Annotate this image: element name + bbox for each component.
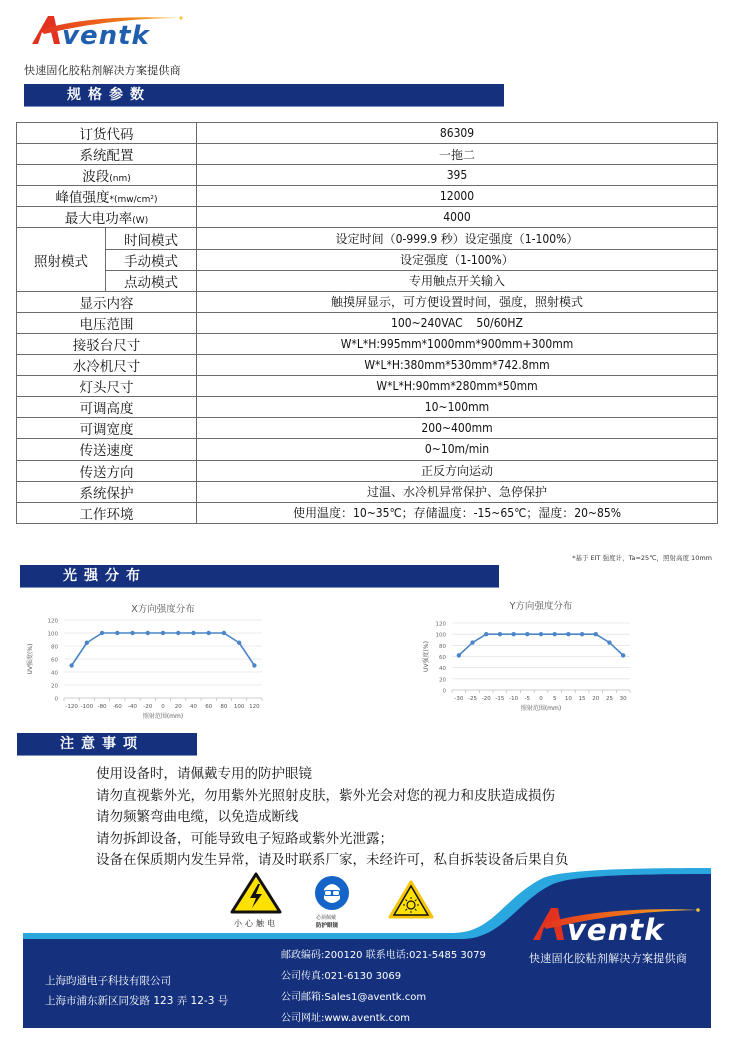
spec-key: [17, 333, 197, 354]
spec-key-label: 显示内容: [79, 295, 134, 312]
contact-fax: 公司传真:021-6130 3069: [281, 971, 402, 982]
svg-text:0: 0: [161, 704, 165, 710]
data-point: [69, 663, 73, 667]
spec-value: 10~100mm: [197, 397, 718, 418]
data-point: [621, 653, 625, 657]
spec-key: [17, 123, 197, 144]
uv-radiation-warning-icon: [388, 880, 434, 924]
spec-key-label: 传送速度: [79, 443, 134, 460]
spec-row: [17, 397, 718, 418]
spec-row: [17, 481, 718, 502]
data-point: [594, 632, 598, 636]
data-point: [470, 640, 474, 644]
data-point: [484, 632, 488, 636]
spec-value: 正反方向运动: [197, 460, 718, 481]
spec-key-label: 系统配置: [79, 148, 134, 165]
svg-text:60: 60: [51, 657, 58, 664]
spec-row: [17, 165, 718, 186]
data-point: [237, 641, 241, 645]
spec-row: [17, 270, 718, 291]
svg-text:60: 60: [439, 655, 446, 661]
spec-key-label: 接驳台尺寸: [72, 337, 141, 354]
data-point: [146, 631, 150, 635]
svg-text:-40: -40: [128, 704, 138, 710]
svg-text:-10: -10: [509, 696, 519, 702]
spec-value: W*L*H:380mm*530mm*742.8mm: [197, 355, 718, 376]
spec-key-label: 灯头尺寸: [79, 380, 134, 397]
spec-row: [17, 418, 718, 439]
svg-text:100: 100: [435, 632, 446, 639]
svg-text:-20: -20: [481, 696, 491, 702]
safety-signs: [230, 870, 450, 930]
electric-shock-warning-icon: [230, 872, 282, 920]
spec-key: [17, 376, 197, 397]
data-point: [457, 653, 461, 657]
spec-key: [17, 312, 197, 333]
sign-label-top: 必须佩戴: [316, 915, 337, 921]
svg-text:15: 15: [578, 696, 586, 702]
section-title: 规格参数: [67, 87, 151, 103]
svg-text:0: 0: [442, 688, 446, 695]
section-title: 光强分布: [63, 568, 147, 584]
contact-email[interactable]: 公司邮箱:Sales1@aventk.com: [281, 992, 427, 1003]
spec-key: [17, 397, 197, 418]
y-axis-label: UV强度(%): [27, 643, 34, 675]
spec-value: 专用触点开关输入: [197, 270, 718, 291]
spec-value: 使用温度：10~35℃；存储温度：-15~65℃；湿度：20~85%: [197, 502, 718, 523]
data-point: [566, 632, 570, 636]
note-item: 请勿直视紫外光，勿用紫外光照射皮肤，紫外光会对您的视力和皮肤造成损伤: [96, 787, 555, 804]
svg-text:60: 60: [205, 704, 213, 710]
spec-key: [17, 144, 197, 165]
spec-key-label: 工作环境: [79, 506, 134, 523]
eye-protection-required-icon: [314, 875, 350, 915]
spec-row: [17, 460, 718, 481]
spec-key: [17, 355, 197, 376]
spec-key-label: 传送方向: [79, 464, 134, 481]
footer-aventk-logo: [531, 904, 709, 942]
svg-text:40: 40: [51, 670, 58, 677]
company-address: 上海市浦东新区同发路 123 弄 12-3 号: [45, 995, 229, 1007]
spec-value: 触摸屏显示，可方便设置时间，强度，照射模式: [197, 291, 718, 312]
spec-value: 200~400mm: [197, 418, 718, 439]
svg-text:5: 5: [552, 696, 557, 702]
svg-text:100: 100: [233, 704, 245, 710]
spec-value: 设定强度（1-100%）: [197, 249, 718, 270]
spec-key: [17, 165, 197, 186]
spec-row: [17, 207, 718, 228]
svg-text:30: 30: [619, 696, 627, 702]
svg-text:-30: -30: [454, 696, 464, 702]
svg-text:20: 20: [592, 696, 600, 702]
svg-text:ventk: ventk: [62, 21, 150, 46]
data-point: [511, 632, 515, 636]
data-point: [607, 640, 611, 644]
spec-value: W*L*H:995mm*1000mm*900mm+300mm: [197, 333, 718, 354]
notes-list: [96, 764, 569, 872]
data-point: [525, 632, 529, 636]
svg-text:80: 80: [51, 644, 58, 651]
chart-title: X方向强度分布: [131, 604, 195, 615]
svg-text:-5: -5: [524, 696, 531, 702]
svg-text:10: 10: [564, 696, 572, 702]
spec-row: [17, 186, 718, 207]
y-intensity-chart: [418, 593, 648, 721]
section-header-notes: [17, 733, 197, 756]
spec-row: [17, 376, 718, 397]
svg-text:ventk: ventk: [567, 913, 665, 942]
spec-key: [17, 207, 197, 228]
spec-key-label: 电压范围: [79, 316, 134, 333]
spec-key-unit: (nm): [109, 174, 131, 185]
contact-website[interactable]: 公司网址:www.aventk.com: [281, 1013, 410, 1024]
data-point: [252, 663, 256, 667]
spec-row: [17, 312, 718, 333]
svg-text:0: 0: [54, 696, 58, 703]
svg-text:40: 40: [189, 704, 197, 710]
spec-key-label: 订货代码: [79, 127, 134, 144]
svg-text:20: 20: [51, 683, 58, 690]
data-point: [130, 631, 134, 635]
spec-key-label: 最大电功率: [64, 211, 133, 228]
spec-value: W*L*H:90mm*280mm*50mm: [197, 376, 718, 397]
spec-key-label: 可调高度: [79, 401, 134, 418]
spec-key-label: 系统保护: [79, 485, 134, 502]
note-item: 使用设备时，请佩戴专用的防护眼镜: [96, 766, 312, 782]
spec-key: [17, 186, 197, 207]
svg-text:25: 25: [605, 696, 613, 702]
spec-value: 395: [197, 165, 718, 186]
spec-key: [17, 502, 197, 523]
spec-row: [17, 439, 718, 460]
chart-title: Y方向强度分布: [509, 601, 573, 612]
section-title: 注意事项: [60, 736, 144, 752]
data-point: [115, 631, 119, 635]
spec-key-unit: *(mw/cm²): [109, 195, 158, 206]
spec-table: [16, 122, 718, 524]
data-point: [85, 641, 89, 645]
section-header-specs: [24, 84, 504, 107]
spec-value: 4000: [197, 207, 718, 228]
spec-key: [17, 291, 197, 312]
svg-text:-25: -25: [468, 696, 478, 702]
data-point: [580, 632, 584, 636]
spec-key: [17, 460, 197, 481]
sign-label-bottom: 防护眼镜: [316, 923, 339, 929]
contact-postal-phone: 邮政编码:200120 联系电话:021-5485 3079: [281, 950, 486, 961]
x-axis-label: 照射范围(mm): [520, 705, 562, 712]
company-name: 上海昀通电子科技有限公司: [45, 975, 171, 987]
sign-label: 小心触电: [234, 919, 278, 928]
spec-row: [17, 123, 718, 144]
svg-text:-20: -20: [143, 704, 153, 710]
y-axis-label: UV强度(%): [423, 641, 430, 672]
spec-row: [17, 355, 718, 376]
spec-key-label: 可调宽度: [79, 422, 134, 439]
svg-text:-60: -60: [112, 704, 122, 710]
svg-text:120: 120: [249, 704, 260, 710]
spec-row: [17, 228, 718, 249]
spec-key: [17, 481, 197, 502]
note-item: 请勿拆卸设备，可能导致电子短路或紫外光泄露；: [96, 830, 393, 847]
spec-key-label: 峰值强度: [55, 190, 110, 207]
svg-text:-120: -120: [65, 704, 78, 710]
spec-value: 86309: [197, 123, 718, 144]
brand-tagline: 快速固化胶粘剂解决方案提供商: [24, 64, 181, 77]
spec-subkey: 时间模式: [106, 228, 197, 249]
spec-subkey: 手动模式: [106, 249, 197, 270]
data-point: [222, 631, 226, 635]
data-point: [539, 632, 543, 636]
spec-row: [17, 333, 718, 354]
spec-row: [17, 249, 718, 270]
section-header-light-distribution: [20, 565, 499, 588]
spec-value: 12000: [197, 186, 718, 207]
svg-text:20: 20: [439, 677, 446, 684]
spec-subkey: 点动模式: [106, 270, 197, 291]
spec-key: [17, 439, 197, 460]
x-axis-label: 照射范围(mm): [142, 713, 184, 720]
spec-key: [17, 418, 197, 439]
svg-text:20: 20: [174, 704, 182, 710]
data-point: [498, 632, 502, 636]
spec-value: 100~240VAC 50/60HZ: [197, 312, 718, 333]
data-point: [206, 631, 210, 635]
svg-text:120: 120: [435, 621, 446, 628]
spec-value: 0~10m/min: [197, 439, 718, 460]
data-point: [552, 632, 556, 636]
svg-text:80: 80: [220, 704, 228, 710]
data-point: [100, 631, 104, 635]
note-item: 请勿频繁弯曲电缆，以免造成断线: [96, 809, 299, 826]
spec-key-unit: (W): [132, 216, 149, 227]
spec-row: [17, 291, 718, 312]
x-intensity-chart: [22, 598, 272, 728]
spec-value: 设定时间（0-999.9 秒）设定强度（1-100%）: [197, 228, 718, 249]
data-point: [176, 631, 180, 635]
spec-value: 过温、水冷机异常保护、急停保护: [197, 481, 718, 502]
svg-text:0: 0: [539, 696, 543, 702]
spec-key: 照射模式: [17, 228, 106, 291]
footer-tagline: 快速固化胶粘剂解决方案提供商: [529, 952, 688, 965]
svg-text:-100: -100: [80, 704, 94, 710]
svg-text:80: 80: [439, 643, 446, 650]
spec-value: 一拖二: [197, 144, 718, 165]
note-item: 设备在保质期内发生异常，请及时联系厂家，未经许可，私自拆装设备后果自负: [96, 852, 569, 869]
spec-key-label: 波段: [82, 169, 110, 186]
svg-text:-80: -80: [97, 704, 107, 710]
svg-text:-15: -15: [495, 696, 505, 702]
spec-row: [17, 502, 718, 523]
spec-row: [17, 144, 718, 165]
data-point: [161, 631, 165, 635]
svg-text:100: 100: [47, 631, 58, 638]
data-point: [191, 631, 195, 635]
aventk-logo: [30, 12, 190, 46]
footnote: *基于 EIT 强度计，Ta=25℃，照射高度 10mm: [572, 554, 712, 562]
spec-key-label: 水冷机尺寸: [72, 359, 141, 376]
svg-text:120: 120: [47, 618, 58, 625]
svg-text:40: 40: [439, 666, 446, 673]
